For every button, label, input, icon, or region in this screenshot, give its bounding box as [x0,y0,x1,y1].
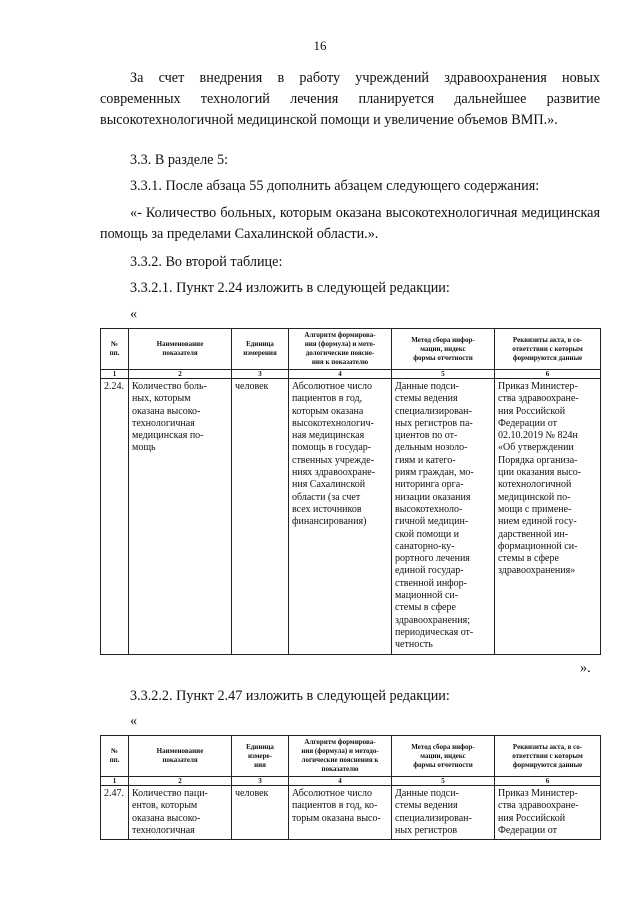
intro-paragraph [100,68,600,131]
item-3-3-2-2: 3.3.2.2. Пункт 2.47 изложить в следующей редакции: [130,688,450,704]
calculation-algorithm: Абсолютное число пациентов в год, ко- торым оказана высо- [289,786,392,840]
close-quote-1: ». [580,660,591,676]
row-number: 2.24. [101,379,129,655]
column-number: 1 [101,370,129,379]
page-number: 16 [313,38,327,53]
quote-paragraph-text: «- Количество больных, которым оказана высокотехнологичная медицинская помощь за пределами Сахалинской области.». [100,205,600,242]
intro-paragraph-text: За счет внедрения в работу учреждений здравоохранения новых современных технологий лечения планируется дальнейшее развитие высокотехнологичной медицинской помощи и увеличение объемов ВМП.». [100,70,600,128]
column-number: 2 [129,370,232,379]
unit-of-measure: человек [232,379,289,655]
collection-method: Данные подси- стемы ведения специализирован- ных регистров па- циентов по от- дельным нозоло- гиям и катего- риям граждан, мо- ниторинга орга- низации оказания высокотехноло- гичной медицин- ской помощи и санаторно-ку- рортного лечения единой государ- ственной инфор- мационной си- стемы в сфере здравоохранения; периодическая от- четность [392,379,495,655]
collection-method: Данные подси- стемы ведения специализирован- ных регистров [392,786,495,840]
indicator-name: Количество боль- ных, которым оказана высоко- технологичная медицинская по- мощь [129,379,232,655]
item-3-3: 3.3. В разделе 5: [130,152,229,168]
item-3-3-2-1: 3.3.2.1. Пункт 2.24 изложить в следующей редакции: [130,280,450,296]
unit-of-measure: человек [232,786,289,840]
indicator-name: Количество паци- ентов, которым оказана высоко- технологичная [129,786,232,840]
column-number: 2 [129,777,232,786]
calculation-algorithm: Абсолютное число пациентов в год, которым оказана высокотехнологич- ная медицинская помощь в государ- ственных учрежде- ниях здравоохране- ния Сахалинской области (за счет всех источников финансирования) [289,379,392,655]
header-method: Метод сбора инфор- мации, индекс формы отчетности [392,329,495,370]
header-num: № пп. [101,329,129,370]
indicator-table-2-47 [100,735,601,840]
header-act: Реквизиты акта, в со- ответствии с которым формируются данные [495,736,601,777]
column-number: 5 [392,370,495,379]
column-number: 5 [392,777,495,786]
column-number: 3 [232,370,289,379]
header-unit: Единица измерения [232,329,289,370]
header-name: Наименование показателя [129,736,232,777]
open-quote-2: « [130,713,138,729]
item-3-3-1: 3.3.1. После абзаца 55 дополнить абзацем следующего содержания: [130,178,540,194]
header-algorithm: Алгоритм формирова- ния (формула) и мето- дологические поясне- ния к показателю [289,329,392,370]
header-algorithm: Алгоритм формирова- ния (формула) и методо- логические пояснения к показателю [289,736,392,777]
column-number: 1 [101,777,129,786]
column-number: 6 [495,370,601,379]
row-number: 2.47. [101,786,129,840]
item-3-3-2: 3.3.2. Во второй таблице: [130,254,283,270]
column-number: 6 [495,777,601,786]
header-method: Метод сбора инфор- мации, индекс формы отчетности [392,736,495,777]
header-num: № пп. [101,736,129,777]
header-act: Реквизиты акта, в со- ответствии с которым формируются данные [495,329,601,370]
header-unit: Единица измере- ния [232,736,289,777]
header-name: Наименование показателя [129,329,232,370]
legal-act: Приказ Министер- ства здравоохране- ния Российской Федерации от 02.10.2019 № 824н «Об утверждении Порядка организа- ции оказания высо- котехнологичной медицинской по- мощи с примене- нием единой госу- дарственной ин- формационной си- стемы в сфере здравоохранения» [495,379,601,655]
column-number: 4 [289,777,392,786]
column-number: 4 [289,370,392,379]
quote-paragraph [100,203,600,245]
open-quote-1: « [130,306,138,322]
column-number: 3 [232,777,289,786]
indicator-table-2-24 [100,328,601,655]
legal-act: Приказ Министер- ства здравоохране- ния Российской Федерации от [495,786,601,840]
